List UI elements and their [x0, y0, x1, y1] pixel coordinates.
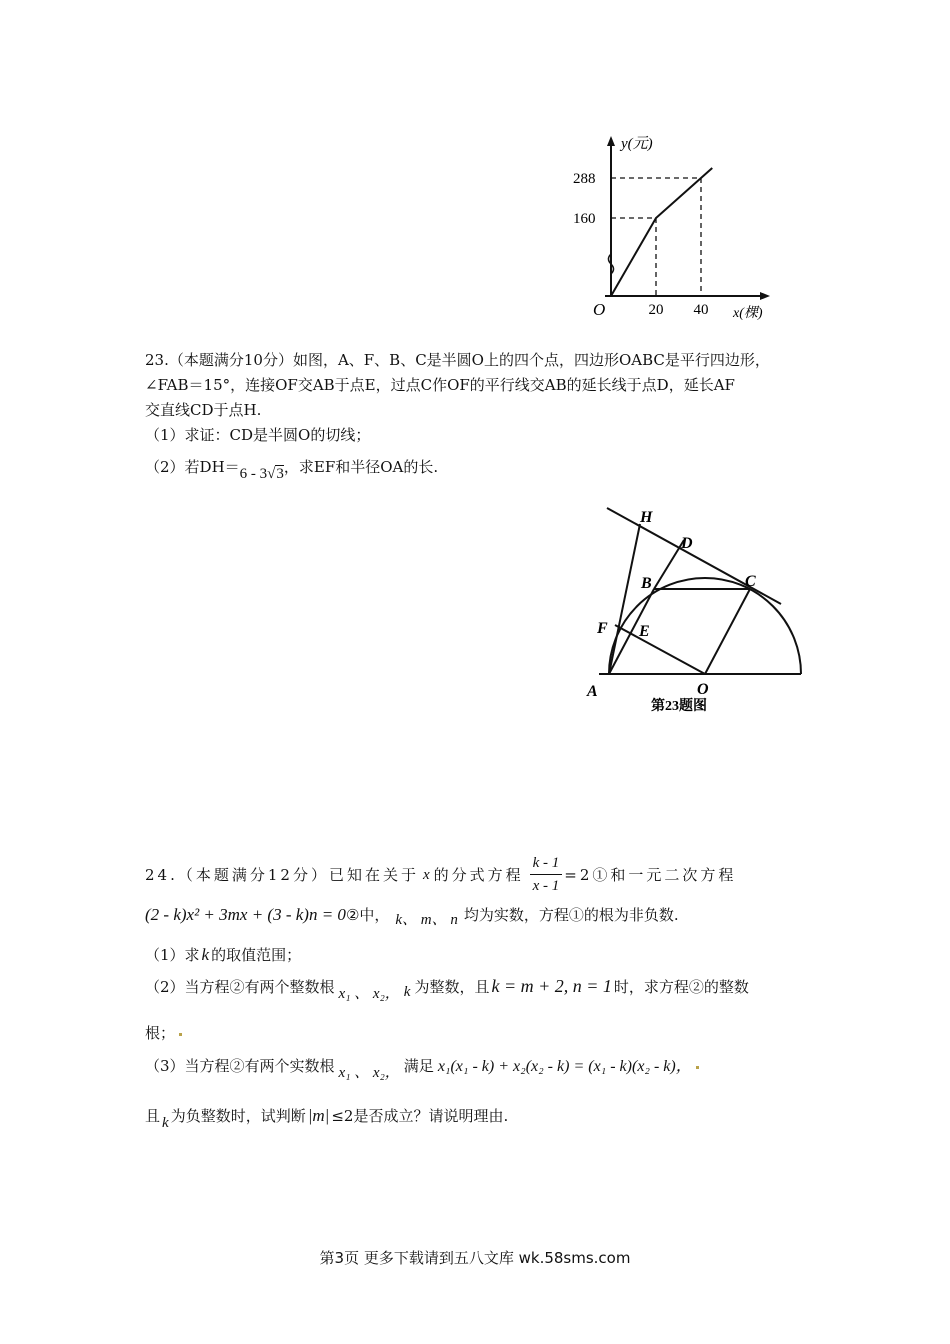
data-line [611, 168, 712, 296]
label-D: D [681, 535, 693, 552]
roots-x1-x2: x₁ 、 x₂， [338, 986, 400, 1002]
label-A: A [587, 683, 598, 700]
segment-CO [705, 589, 750, 674]
stray-dot-2 [696, 1066, 699, 1069]
var-k-3: k [162, 1115, 169, 1131]
roots-x1-x2-b: x₁ 、 x₂， [338, 1065, 400, 1081]
q24-part3-cont: 且 k 为负整数时，试判断 |m| ≤2是否成立？请说明理由. [145, 1106, 509, 1131]
x-tick-40: 40 [693, 302, 709, 318]
q23-part2 [145, 456, 439, 482]
q24-line2-c: 均为实数，方程①的根为非负数. [463, 906, 679, 924]
y-tick-288: 288 [573, 171, 596, 187]
y-tick-160: 160 [573, 211, 596, 227]
var-k: k [201, 945, 210, 964]
figure-caption: 第23题图 [651, 699, 707, 714]
q23-line3: 交直线CD于点H. [145, 401, 262, 419]
figure-23 [585, 500, 815, 720]
q23-part1: （1）求证：CD是半圆O的切线； [145, 426, 371, 444]
q23-part2-prefix: （2）若DH＝ [145, 458, 240, 476]
stray-dot [179, 1033, 182, 1036]
q24-part3: （3）当方程②有两个实数根 x₁ 、 x₂， 满足 x₁(x₁ - k) + x₂(x₂ - k) = (x₁ - k)(x₂ - k)， [145, 1055, 699, 1078]
semicircle-arc [609, 578, 801, 674]
label-O: O [697, 681, 709, 698]
y-axis-label: y(元) [621, 136, 653, 152]
fraction-equation: $\frac{k - 1}{x - 1}$ [530, 852, 563, 897]
cost-graph [565, 128, 790, 323]
condition-equation: x₁(x₁ - k) + x₂(x₂ - k) = (x₁ - k)(x₂ - k)， [437, 1058, 692, 1075]
q24-part2-cont: 根； [145, 1022, 182, 1044]
label-C: C [745, 573, 756, 590]
var-k-2: k [403, 984, 411, 1000]
x-axis-arrow [760, 292, 770, 300]
q24-intro-c: =2①和一元二次方程 [564, 865, 737, 884]
q24-line1 [145, 852, 805, 897]
abs-m: |m| [307, 1106, 330, 1125]
x-axis-label: x(棵) [733, 306, 763, 321]
q24-line2 [145, 904, 679, 927]
label-F: F [597, 620, 608, 637]
var-x: x [422, 866, 430, 883]
dh-expression: 6 - 3√3 [239, 466, 284, 482]
label-E: E [639, 623, 650, 640]
vars-kmn: k、 m、 n [395, 912, 458, 928]
page-footer: 第3页 更多下载请到五八文库 wk.58sms.com [319, 1249, 631, 1267]
condition-k-m-n: k = m + 2, n = 1 [491, 976, 612, 996]
origin-label: O [593, 300, 606, 319]
label-H: H [640, 509, 653, 526]
q24-part2: （2）当方程②有两个整数根 x₁ 、 x₂， k 为整数，且 k = m + 2, n = 1 时，求方程②的整数 [145, 976, 749, 1002]
segment-AH [609, 524, 640, 674]
q23-line1: 23.（本题满分10分）如图，A、F、B、C是半圆O上的四个点，四边形OABC是平行四边形， [145, 351, 770, 369]
q24-intro-b: 的分式方程 [433, 865, 524, 884]
quadratic-equation: (2 - k)x² + 3mx + (3 - k)n = 0 [145, 905, 346, 924]
x-tick-20: 20 [648, 302, 664, 318]
label-B: B [641, 575, 652, 592]
q23-line2: ∠FAB＝15°，连接OF交AB于点E，过点C作OF的平行线交AB的延长线于点D，延长AF [145, 376, 735, 394]
y-axis-arrow [607, 136, 615, 146]
q24-line2-b: ②中， [345, 906, 390, 924]
q23-part2-suffix: ，求EF和半径OA的长. [283, 458, 439, 476]
q24-part1: （1）求 k 的取值范围； [145, 945, 302, 964]
segment-OF [615, 625, 705, 674]
q24-intro: 24.（本题满分12分）已知在关于 [145, 865, 419, 884]
